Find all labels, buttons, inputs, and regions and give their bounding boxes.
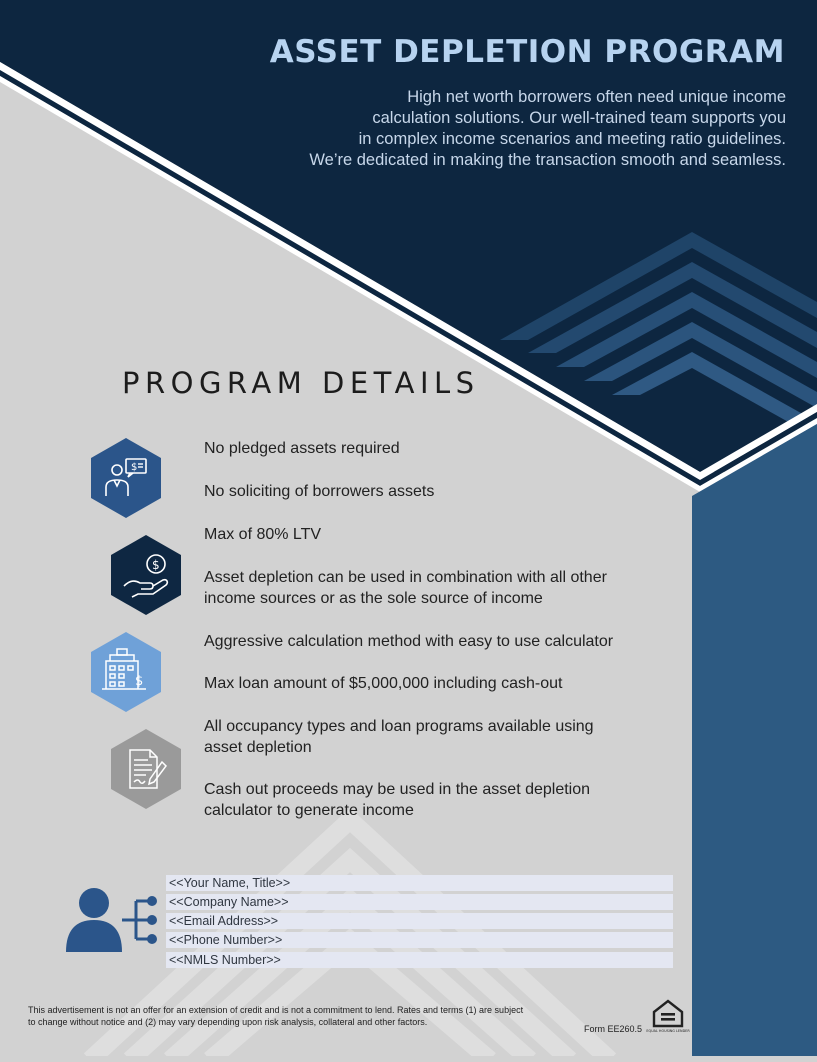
person-connections-icon [64, 884, 164, 956]
detail-item-continued: asset depletion [204, 739, 312, 756]
company-name-field[interactable]: <<Company Name>> [166, 894, 673, 910]
detail-item: Cash out proceeds may be used in the asset depletion [204, 781, 591, 798]
form-number: Form EE260.5 [584, 1024, 643, 1034]
detail-item-continued: income sources or as the sole source of income [204, 590, 543, 607]
detail-item: Max of 80% LTV [204, 526, 322, 543]
equal-housing-lender-icon [646, 998, 690, 1036]
detail-item: No soliciting of borrowers assets [204, 483, 435, 500]
detail-item: No pledged assets required [204, 440, 400, 457]
bank-building-icon [90, 631, 162, 713]
document-pen-icon [110, 728, 182, 810]
detail-item: Asset depletion can be used in combination with all other [204, 569, 607, 586]
disclaimer-line: This advertisement is not an offer for an extension of credit and is not a commitment to lend. Rates and terms (1) are subject [28, 1005, 524, 1015]
disclaimer-line: to change without notice and (2) may vary depending upon risk analysis, collateral and other factors. [28, 1017, 428, 1027]
page-title: ASSET DEPLETION PROGRAM [269, 34, 785, 70]
money-hand-icon [110, 534, 182, 616]
phone-number-field[interactable]: <<Phone Number>> [166, 932, 673, 948]
section-title: PROGRAM DETAILS [122, 366, 480, 400]
disclaimer [28, 1004, 523, 1028]
detail-item: Max loan amount of $5,000,000 including cash-out [204, 675, 563, 692]
email-address-field[interactable]: <<Email Address>> [166, 913, 673, 929]
name-title-field[interactable]: <<Your Name, Title>> [166, 875, 673, 891]
svg-text:$: $ [152, 558, 160, 572]
equal-housing-label: EQUAL HOUSING LENDER [646, 1029, 690, 1033]
intro-line: We’re dedicated in making the transaction smooth and seamless. [309, 151, 786, 169]
detail-item-continued: calculator to generate income [204, 802, 414, 819]
intro-line: in complex income scenarios and meeting ratio guidelines. [358, 130, 786, 148]
detail-item: All occupancy types and loan programs available using [204, 718, 594, 735]
nmls-number-field[interactable]: <<NMLS Number>> [166, 952, 673, 968]
intro-line: High net worth borrowers often need unique income [407, 88, 786, 106]
detail-item: Aggressive calculation method with easy to use calculator [204, 633, 614, 650]
svg-text:$: $ [131, 462, 138, 473]
advisor-icon [90, 437, 162, 519]
svg-text:$: $ [135, 674, 144, 689]
intro-line: calculation solutions. Our well-trained team supports you [372, 109, 786, 127]
